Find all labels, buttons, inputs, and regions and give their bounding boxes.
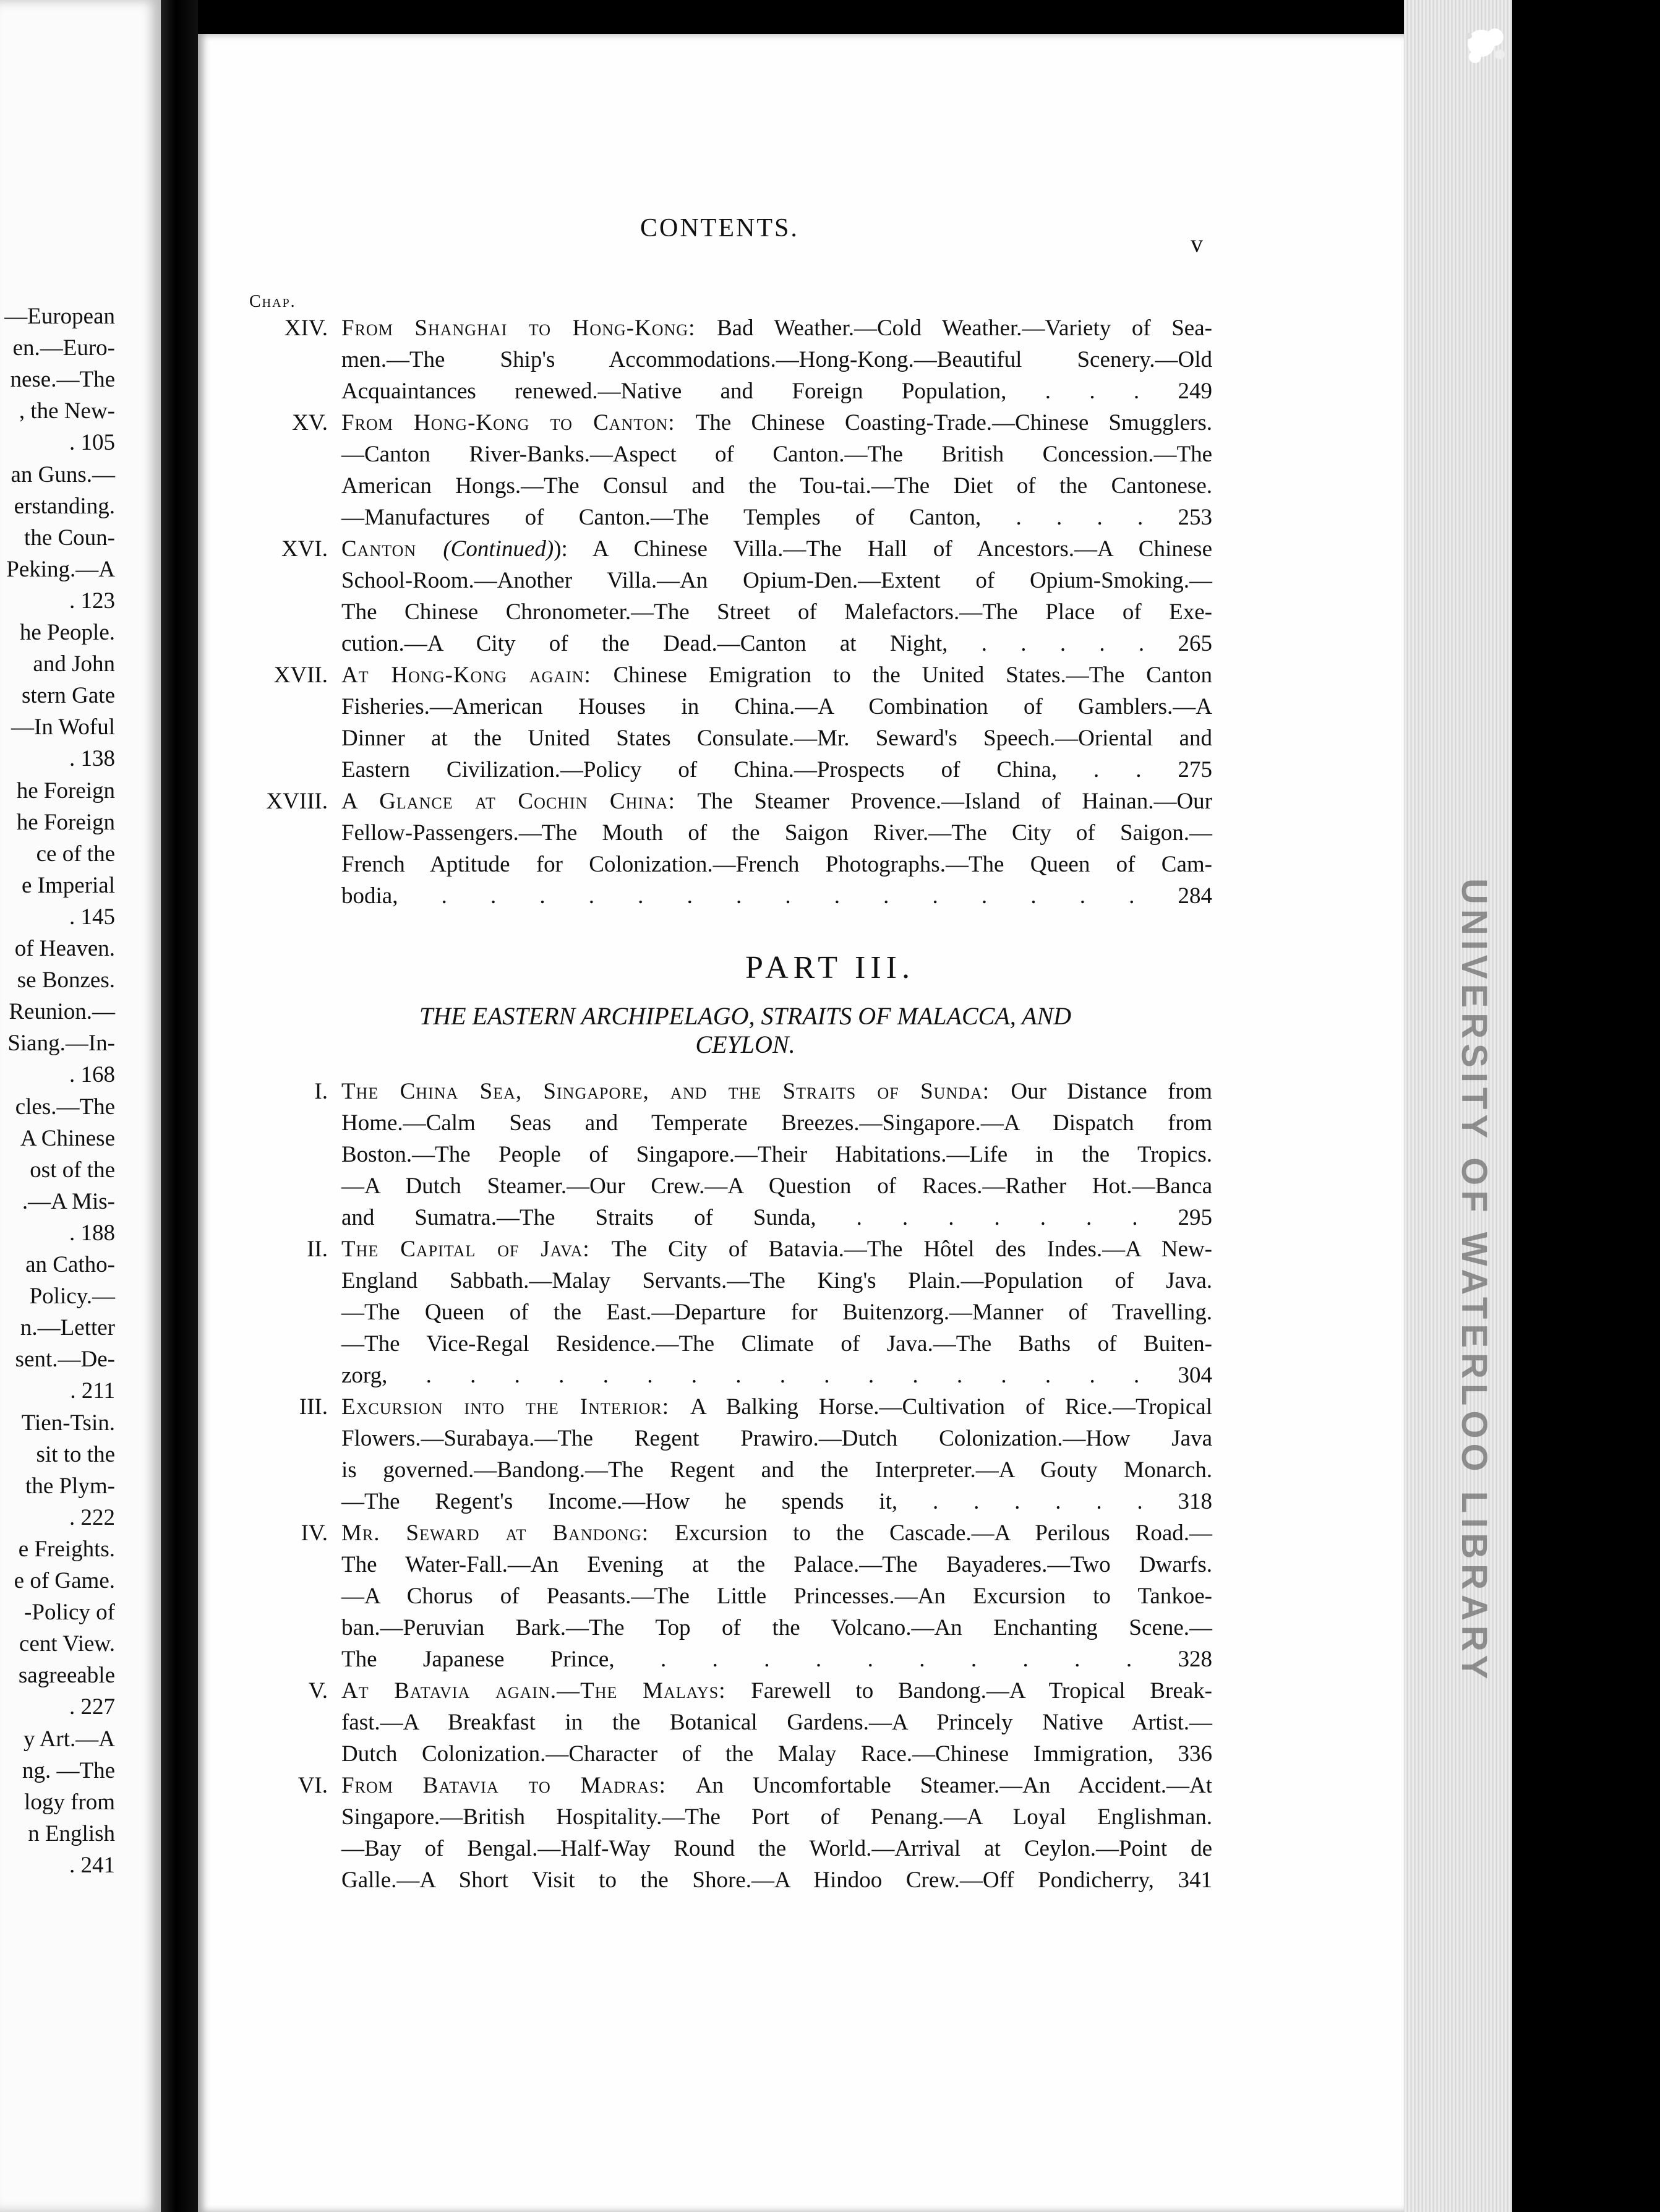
facing-page-fragment: the Coun- — [24, 525, 115, 551]
summary-line — [341, 312, 1212, 344]
chapter-summary — [341, 1391, 1212, 1517]
facing-page-fragment: . 227 — [69, 1694, 115, 1720]
facing-page-fragment: e of Game. — [14, 1568, 115, 1593]
chapter-summary — [341, 407, 1212, 533]
chapter-number: IV. — [301, 1520, 328, 1546]
facing-page-fragment: —In Woful — [11, 714, 115, 740]
facing-page-fragment: . 105 — [69, 430, 115, 456]
part-subtitle-line-1: THE EASTERN ARCHIPELAGO, STRAITS OF MALACCA, AND — [419, 1002, 1072, 1030]
summary-text: Acquaintances renewed.—Native and Foreign Population, . . . 249 — [341, 379, 1212, 404]
chapter-title: Excursion into the Interior: — [341, 1394, 691, 1420]
facing-page-fragment: ce of the — [36, 841, 115, 867]
summary-text: The Water-Fall.—An Evening at the Palace.—The Bayaderes.—Two Dwarfs. — [341, 1552, 1212, 1577]
summary-text: bodia, . . . . . . . . . . . . . . . 284 — [341, 883, 1212, 909]
chapter-summary — [341, 1675, 1212, 1770]
summary-text: Bad Weather.—Cold Weather.—Variety of Sea- — [716, 315, 1212, 341]
chapter-summary — [341, 1517, 1212, 1675]
summary-text: American Hongs.—The Consul and the Tou-tai.—The Diet of the Cantonese. — [341, 473, 1212, 499]
running-head: CONTENTS. — [640, 214, 799, 242]
summary-line — [341, 1580, 1212, 1612]
summary-line — [341, 344, 1212, 375]
summary-text: Home.—Calm Seas and Temperate Breezes.—Singapore.—A Dispatch from — [341, 1110, 1212, 1136]
summary-text: The Chinese Coasting-Trade.—Chinese Smugglers. — [695, 410, 1212, 435]
summary-line — [341, 407, 1212, 439]
summary-text: is governed.—Bandong.—The Regent and the Interpreter.—A Gouty Monarch. — [341, 1457, 1212, 1483]
part-subtitle-line-2: CEYLON. — [695, 1031, 795, 1058]
facing-page-fragment: ost of the — [30, 1157, 115, 1183]
summary-line — [341, 533, 1212, 565]
summary-line — [341, 1549, 1212, 1580]
summary-text: The Chinese Chronometer.—The Street of Malefactors.—The Place of Exe- — [341, 599, 1212, 625]
summary-text: —A Chorus of Peasants.—The Little Princesses.—An Excursion to Tankoe- — [341, 1584, 1212, 1609]
facing-page-fragment: . 138 — [69, 746, 115, 772]
summary-text: The Steamer Provence.—Island of Hainan.—Our — [697, 789, 1212, 814]
summary-text: Fellow-Passengers.—The Mouth of the Saigon River.—The City of Saigon.— — [341, 820, 1212, 846]
chapter-title: The Capital of Java: — [341, 1237, 612, 1262]
facing-page-fragment: . 241 — [69, 1852, 115, 1878]
facing-page-fragment: nese.—The — [10, 367, 115, 393]
summary-line — [341, 1170, 1212, 1202]
summary-text: —Manufactures of Canton.—The Temples of Canton, . . . . 253 — [341, 505, 1212, 530]
facing-page-fragment: y Art.—A — [24, 1726, 115, 1752]
summary-text: cution.—A City of the Dead.—Canton at Night, . . . . . 265 — [341, 631, 1212, 656]
summary-line — [341, 596, 1212, 628]
summary-text: Chinese Emigration to the United States.—The Canton — [613, 662, 1212, 688]
part-title: PART III. — [745, 950, 915, 985]
summary-text: Galle.—A Short Visit to the Shore.—A Hindoo Crew.—Off Pondicherry, 341 — [341, 1867, 1212, 1893]
chapter-summary — [341, 786, 1212, 912]
chapter-title: The China Sea, Singapore, and the Straits of Sunda: — [341, 1079, 1011, 1104]
page-number: v — [1191, 229, 1203, 257]
chapter-title: Mr. Seward at Bandong: — [341, 1520, 675, 1546]
summary-text: Excursion to the Cascade.—A Perilous Road.— — [675, 1520, 1212, 1546]
summary-line — [341, 754, 1212, 786]
summary-text: —Bay of Bengal.—Half-Way Round the World.—Arrival at Ceylon.—Point de — [341, 1836, 1212, 1861]
summary-line — [341, 470, 1212, 502]
summary-line — [341, 1864, 1212, 1896]
facing-page-fragment: -Policy of — [24, 1600, 115, 1626]
facing-page-fragment: Reunion.— — [9, 999, 115, 1025]
chapter-title: From Batavia to Madras: — [341, 1773, 696, 1798]
summary-line — [341, 1423, 1212, 1454]
facing-page-fragment: . 211 — [70, 1378, 115, 1404]
facing-page-fragment: e Imperial — [22, 872, 115, 898]
summary-text: French Aptitude for Colonization.—French Photographs.—The Queen of Cam- — [341, 852, 1212, 877]
summary-text: A Balking Horse.—Cultivation of Rice.—Tropical — [690, 1394, 1213, 1420]
facing-page-fragment: cent View. — [19, 1631, 115, 1657]
facing-page-fragment: . 123 — [69, 588, 115, 614]
facing-page-fragment: se Bonzes. — [17, 967, 115, 993]
summary-line — [341, 1801, 1212, 1833]
summary-line — [341, 1517, 1212, 1549]
summary-text: —The Vice-Regal Residence.—The Climate of Java.—The Baths of Buiten- — [341, 1331, 1212, 1357]
summary-text: Boston.—The People of Singapore.—Their Habitations.—Life in the Tropics. — [341, 1142, 1212, 1167]
facing-page-fragment: , the New- — [19, 398, 115, 424]
summary-line — [341, 1612, 1212, 1644]
facing-page-fragment: cles.—The — [15, 1094, 115, 1120]
summary-text: —Canton River-Banks.—Aspect of Canton.—The British Concession.—The — [341, 442, 1212, 467]
summary-text: men.—The Ship's Accommodations.—Hong-Kong.—Beautiful Scenery.—Old — [341, 347, 1212, 372]
facing-page-fragment: n.—Letter — [20, 1315, 115, 1341]
chapter-number: XVII. — [273, 662, 328, 688]
summary-text: Flowers.—Surabaya.—The Regent Prawiro.—Dutch Colonization.—How Java — [341, 1426, 1212, 1451]
facing-page-fragment: A Chinese — [20, 1125, 115, 1151]
summary-text: zorg, . . . . . . . . . . . . . . . . . 304 — [341, 1363, 1212, 1388]
facing-page-fragment: erstanding. — [14, 493, 115, 519]
summary-text: fast.—A Breakfast in the Botanical Gardens.—A Princely Native Artist.— — [341, 1710, 1212, 1735]
summary-line — [341, 1202, 1212, 1233]
facing-page-fragment: Peking.—A — [6, 556, 115, 582]
summary-line — [341, 1107, 1212, 1139]
summary-line — [341, 1328, 1212, 1360]
summary-text: and Sumatra.—The Straits of Sunda, . . . . . . . 295 — [341, 1205, 1212, 1230]
summary-line — [341, 1391, 1212, 1423]
summary-text: ban.—Peruvian Bark.—The Top of the Volcano.—An Enchanting Scene.— — [341, 1615, 1212, 1640]
facing-page-fragment: logy from — [24, 1789, 115, 1815]
dust-specks — [1457, 19, 1515, 77]
facing-page-fragment: he People. — [19, 620, 115, 645]
chapter-title: At Hong-Kong again: — [341, 662, 614, 688]
summary-line — [341, 1486, 1212, 1517]
summary-text: The Japanese Prince, . . . . . . . . . . 328 — [341, 1647, 1212, 1672]
facing-page-fragment: —European — [4, 304, 115, 329]
summary-text: Farewell to Bandong.—A Tropical Break- — [751, 1678, 1212, 1704]
facing-page-fragment: sit to the — [36, 1441, 115, 1467]
chapter-number: VI. — [297, 1773, 328, 1798]
summary-line — [341, 786, 1212, 817]
summary-text: Fisheries.—American Houses in China.—A Combination of Gamblers.—A — [341, 694, 1212, 719]
facing-page-fragment: . 168 — [69, 1062, 115, 1088]
facing-page-fragment: . 188 — [69, 1220, 115, 1246]
chapter-number: XIV. — [284, 315, 328, 341]
summary-text: Dinner at the United States Consulate.—Mr. Seward's Speech.—Oriental and — [341, 726, 1212, 751]
summary-line — [341, 1770, 1212, 1801]
summary-text: ): A Chinese Villa.—The Hall of Ancestors.—A Chinese — [554, 536, 1212, 562]
chapter-number: XVI. — [281, 536, 328, 562]
summary-line — [341, 722, 1212, 754]
summary-line — [341, 565, 1212, 596]
chapter-number: I. — [314, 1079, 328, 1104]
summary-line — [341, 1833, 1212, 1864]
facing-page-fragment: . 222 — [69, 1504, 115, 1530]
summary-text: —The Regent's Income.—How he spends it, . . . . . . 318 — [341, 1489, 1212, 1514]
summary-text: Singapore.—British Hospitality.—The Port of Penang.—A Loyal Englishman. — [341, 1804, 1212, 1830]
facing-page-fragment: ng. —The — [22, 1757, 115, 1783]
book-gutter — [161, 0, 198, 2212]
summary-line — [341, 1297, 1212, 1328]
summary-line — [341, 375, 1212, 407]
facing-page-fragment: n English — [28, 1820, 115, 1846]
chapter-number: II. — [307, 1237, 328, 1262]
summary-line — [341, 1738, 1212, 1770]
chapter-summary — [341, 1076, 1212, 1233]
facing-page-fragment: Siang.—In- — [7, 1031, 115, 1057]
chapter-column-label: Chap. — [249, 292, 296, 311]
chapter-title: Canton — [341, 536, 443, 562]
summary-line — [341, 659, 1212, 691]
summary-line — [341, 1233, 1212, 1265]
facing-page-fragment: Tien-Tsin. — [21, 1410, 115, 1436]
chapter-summary — [341, 312, 1212, 407]
summary-line — [341, 1076, 1212, 1107]
chapter-number: XV. — [292, 410, 328, 435]
facing-page-fragment: e Freights. — [18, 1536, 115, 1562]
summary-line — [341, 628, 1212, 659]
summary-text: (Continued) — [443, 536, 554, 562]
summary-line — [341, 1139, 1212, 1170]
facing-page-fragment: stern Gate — [21, 683, 115, 709]
chapter-summary — [341, 1233, 1212, 1391]
chapter-title: From Shanghai to Hong-Kong: — [341, 315, 717, 341]
summary-line — [341, 1675, 1212, 1707]
summary-line — [341, 1644, 1212, 1675]
chapter-title: From Hong-Kong to Canton: — [341, 410, 696, 435]
summary-text: England Sabbath.—Malay Servants.—The King's Plain.—Population of Java. — [341, 1268, 1212, 1293]
facing-page-fragment: of Heaven. — [14, 936, 115, 961]
facing-page-fragment: . 145 — [69, 904, 115, 930]
summary-text: An Uncomfortable Steamer.—An Accident.—At — [695, 1773, 1212, 1798]
chapter-summary — [341, 659, 1212, 786]
summary-line — [341, 439, 1212, 470]
summary-line — [341, 1707, 1212, 1738]
summary-text: Our Distance from — [1011, 1079, 1212, 1104]
facing-page-left — [0, 0, 161, 2212]
summary-line — [341, 691, 1212, 722]
facing-page-fragment: .—A Mis- — [22, 1188, 115, 1214]
summary-text: —The Queen of the East.—Departure for Buitenzorg.—Manner of Travelling. — [341, 1300, 1212, 1325]
facing-page-fragment: an Guns.— — [11, 461, 115, 487]
summary-line — [341, 1265, 1212, 1297]
summary-line — [341, 880, 1212, 912]
summary-line — [341, 817, 1212, 849]
summary-text: School-Room.—Another Villa.—An Opium-Den.—Extent of Opium-Smoking.— — [341, 568, 1212, 593]
facing-page-fragment: an Catho- — [25, 1252, 115, 1277]
chapter-title: At Batavia again.—The Malays: — [341, 1678, 751, 1704]
part-subtitle — [266, 1002, 1225, 1059]
summary-text: —A Dutch Steamer.—Our Crew.—A Question of Races.—Rather Hot.—Banca — [341, 1173, 1212, 1199]
library-stamp: UNIVERSITY OF WATERLOO LIBRARY — [1454, 878, 1494, 1684]
facing-page-fragment: Policy.— — [29, 1284, 115, 1310]
chapter-number: V. — [308, 1678, 328, 1704]
facing-page-fragment: en.—Euro- — [12, 335, 115, 361]
chapter-summary — [341, 533, 1212, 659]
chapter-number: III. — [299, 1394, 328, 1420]
chapter-number: XVIII. — [266, 789, 328, 814]
chapter-summary — [341, 1770, 1212, 1896]
summary-line — [341, 502, 1212, 533]
summary-text: Dutch Colonization.—Character of the Malay Race.—Chinese Immigration, 336 — [341, 1741, 1212, 1767]
facing-page-fragment: the Plym- — [25, 1473, 115, 1499]
chapter-title: A Glance at Cochin China: — [341, 789, 698, 814]
facing-page-fragment: he Foreign — [16, 778, 115, 804]
facing-page-fragment: sent.—De- — [15, 1347, 115, 1373]
facing-page-fragment: and John — [33, 651, 115, 677]
facing-page-fragment: sagreeable — [18, 1663, 115, 1689]
summary-text: Eastern Civilization.—Policy of China.—Prospects of China, . . 275 — [341, 757, 1212, 782]
facing-page-fragment: he Foreign — [16, 809, 115, 835]
summary-line — [341, 1454, 1212, 1486]
summary-line — [341, 1360, 1212, 1391]
summary-text: The City of Batavia.—The Hôtel des Indes.—A New- — [611, 1237, 1212, 1262]
summary-line — [341, 849, 1212, 880]
